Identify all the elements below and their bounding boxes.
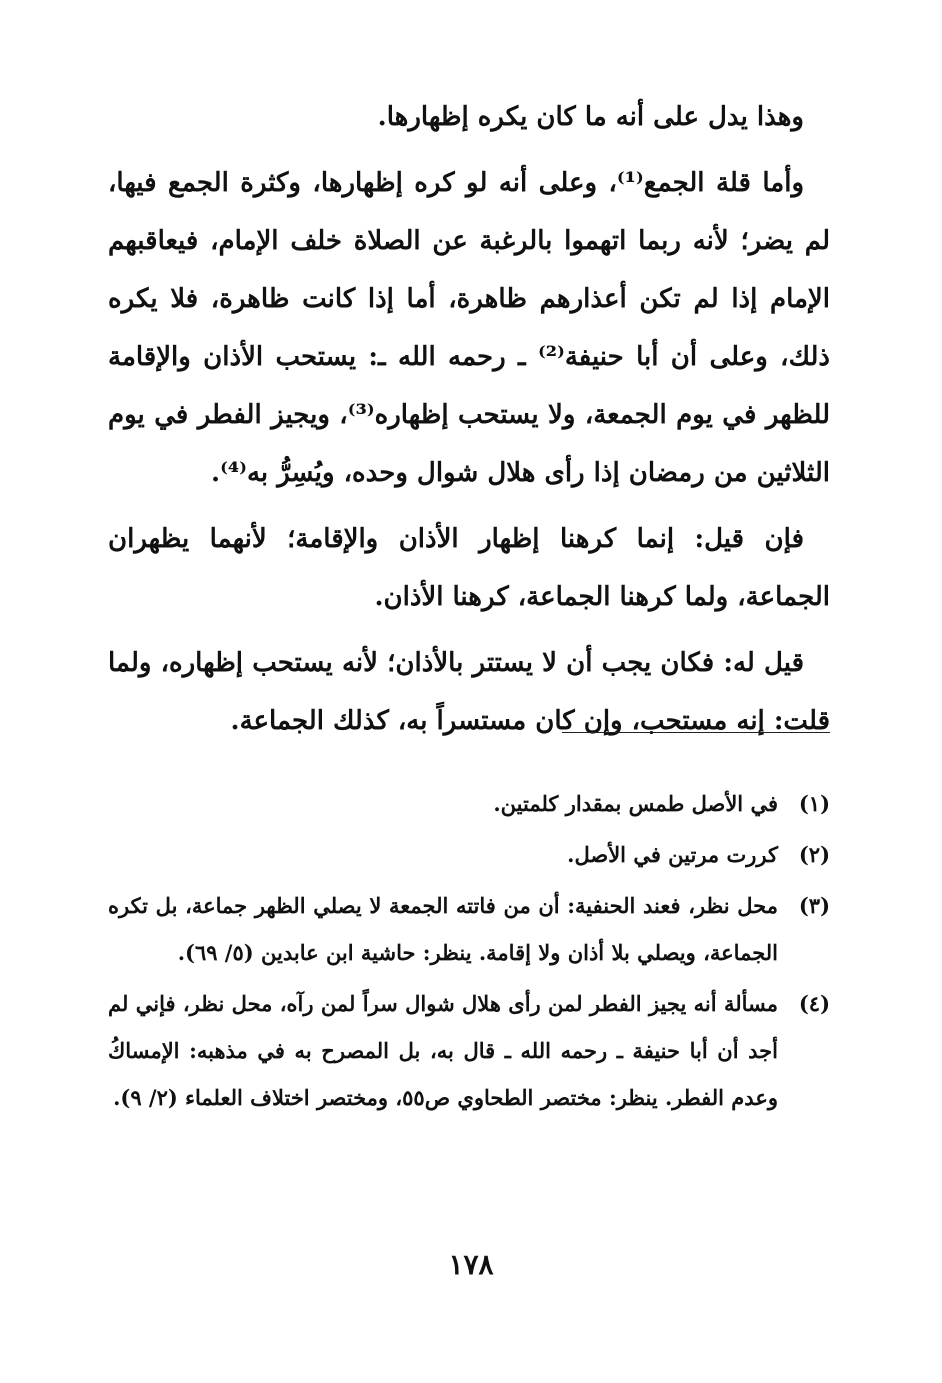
paragraph-3: فإن قيل: إنما كرهنا إظهار الأذان والإقامة؛ لأنهما يظهران الجماعة، ولما كرهنا الجماعة، كرهنا الأذان. — [108, 524, 830, 612]
footnote-text: كررت مرتين في الأصل. — [567, 842, 778, 867]
footnote-3 — [108, 882, 830, 976]
paragraph-4: قيل له: فكان يجب أن لا يستتر بالأذان؛ لأنه يستحب إظهاره، ولما قلت: إنه مستحب، وإن كان مستسراً به، كذلك الجماعة. — [108, 648, 830, 736]
footnote-divider — [562, 732, 830, 733]
footnote-text: مسألة أنه يجيز الفطر لمن رأى هلال شوال سراً لمن رآه، محل نظر، فإني لم أجد أن أبا حنيفة ـ رحمه الله ـ قال به، بل المصرح به في مذهبه: الإمساكُ وعدم الفطر. ينظر: مختصر الطحاوي ص٥٥، ومختصر اختلاف العلماء (٢/ ٩). — [108, 991, 778, 1110]
footnote-1 — [108, 780, 830, 827]
footnote-number: (٤) — [798, 991, 830, 1016]
paragraph-1: وهذا يدل على أنه ما كان يكره إظهارها. — [377, 102, 804, 132]
footnote-text: في الأصل طمس بمقدار كلمتين. — [493, 791, 778, 816]
footnote-number: (٣) — [798, 893, 830, 918]
footnote-number: (٢) — [798, 842, 830, 867]
page-number: ١٧٨ — [448, 1248, 494, 1281]
paragraph-2: وأما قلة الجمع⁽¹⁾، وعلى أنه لو كره إظهارها، وكثرة الجمع فيها، لم يضر؛ لأنه ربما اتهموا بالرغبة عن الصلاة خلف الإمام، فيعاقبهم الإمام إذا لم تكن أعذارهم ظاهرة، أما إذا كانت ظاهرة، فلا يكره ذلك، وعلى أن أبا حنيفة⁽²⁾ ـ رحمه الله ـ: يستحب الأذان والإقامة للظهر في يوم الجمعة، ولا يستحب إظهاره⁽³⁾، ويجيز الفطر في يوم الثلاثين من رمضان إذا رأى هلال شوال وحده، ويُسِرُّ به⁽⁴⁾. — [108, 168, 831, 488]
footnote-2 — [108, 831, 830, 878]
footnotes — [108, 780, 830, 1125]
main-text — [108, 88, 830, 758]
footnote-text: محل نظر، فعند الحنفية: أن من فاتته الجمعة لا يصلي الظهر جماعة، بل تكره الجماعة، ويصلي بلا أذان ولا إقامة. ينظر: حاشية ابن عابدين (٥/ ٦٩). — [108, 893, 778, 965]
footnote-number: (١) — [798, 791, 830, 816]
footnote-4 — [108, 980, 830, 1121]
